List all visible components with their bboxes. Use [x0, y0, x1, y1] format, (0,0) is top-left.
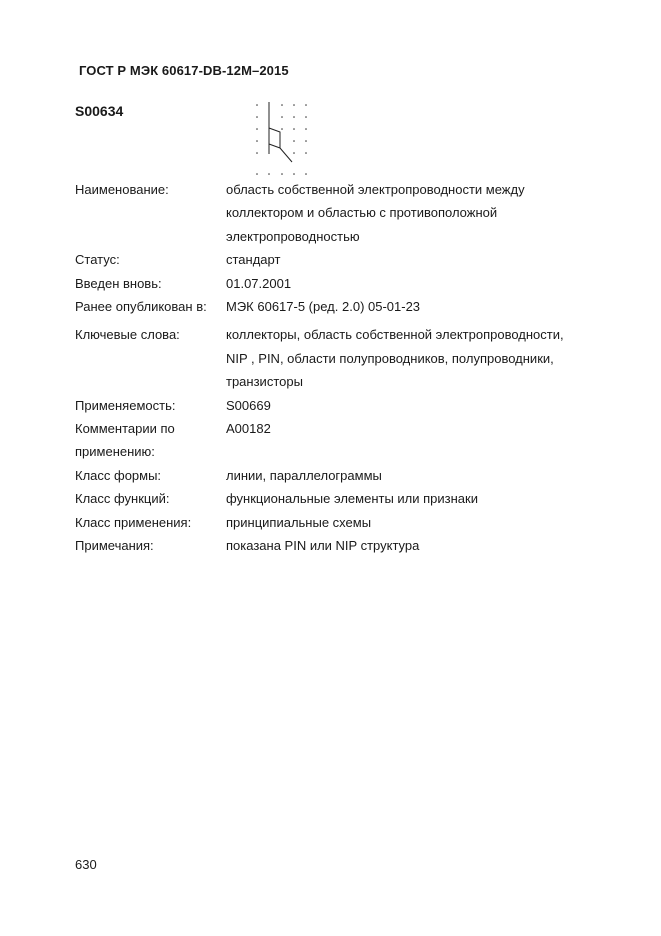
field-value: функциональные элементы или признаки	[226, 491, 478, 507]
field-label: Наименование:	[75, 182, 169, 197]
symbol-graphic	[252, 100, 312, 180]
field-label: Введен вновь:	[75, 275, 162, 291]
field-value	[226, 323, 635, 393]
value-line: область собственной электропроводности между	[226, 182, 525, 197]
field-application-notes	[75, 417, 635, 464]
symbol-code: S00634	[75, 103, 124, 119]
field-value: принципиальные схемы	[226, 514, 372, 530]
value-line: коллекторы, область собственной электропроводности,	[226, 327, 564, 343]
field-value: линии, параллелограммы	[226, 467, 382, 483]
field-notes	[75, 534, 635, 557]
value-line: NIP , PIN, области полупроводников, полупроводники,	[226, 350, 554, 366]
field-function-class	[75, 487, 635, 510]
field-label	[75, 417, 226, 464]
value-line: коллектором и областью с противоположной	[226, 205, 498, 221]
value-line: транзисторы	[226, 374, 303, 390]
field-value: S00669	[226, 397, 271, 413]
field-label: Применяемость:	[75, 397, 176, 413]
field-value	[226, 178, 635, 248]
field-label: Класс функций:	[75, 491, 170, 507]
document-header: ГОСТ Р МЭК 60617-DB-12M–2015	[79, 63, 289, 78]
field-value: стандарт	[226, 252, 281, 268]
field-introduced	[75, 272, 635, 295]
label-line: Комментарии по	[75, 421, 175, 437]
field-value: 01.07.2001	[226, 275, 292, 291]
field-label: Класс применения:	[75, 514, 192, 530]
label-line: применению:	[75, 444, 155, 460]
field-label: Класс формы:	[75, 467, 162, 483]
field-application-class	[75, 511, 635, 534]
field-label: Примечания:	[75, 538, 154, 554]
field-shape-class	[75, 464, 635, 487]
value-line: электропроводностью	[226, 228, 360, 244]
field-value: МЭК 60617-5 (ред. 2.0) 05-01-23	[226, 299, 421, 315]
field-name	[75, 178, 635, 248]
page-number: 630	[75, 857, 97, 872]
field-label: Ключевые слова:	[75, 327, 180, 343]
field-label: Ранее опубликован в:	[75, 299, 207, 315]
field-published-in	[75, 295, 635, 318]
field-value: показана PIN или NIP структура	[226, 538, 420, 554]
field-label: Статус:	[75, 252, 120, 268]
field-value: A00182	[226, 421, 271, 437]
attribute-table	[75, 178, 635, 558]
field-status	[75, 248, 635, 271]
field-applicability	[75, 394, 635, 417]
field-keywords	[75, 323, 635, 393]
